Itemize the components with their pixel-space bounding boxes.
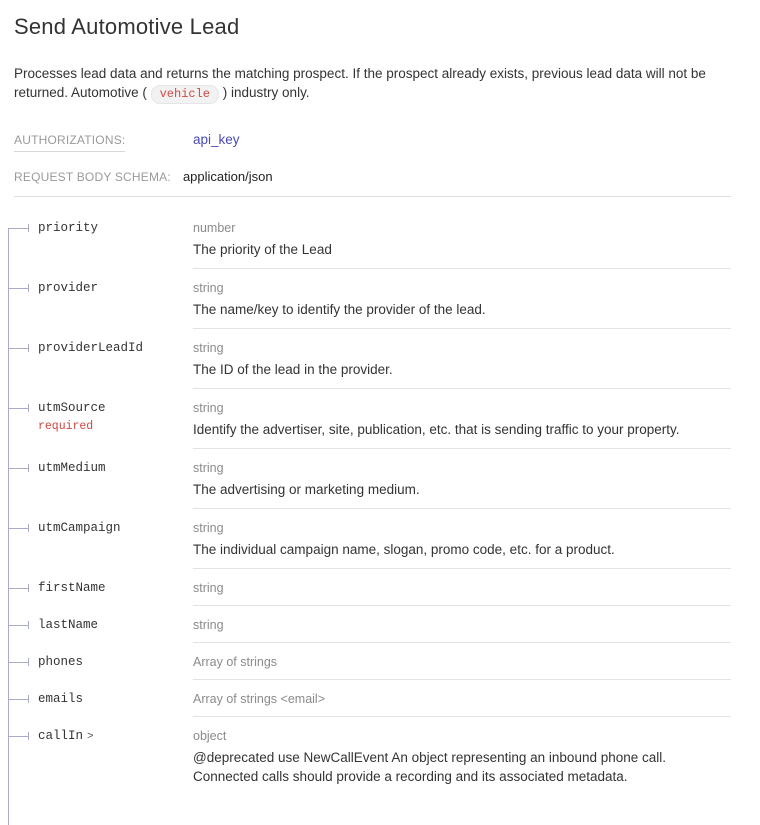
required-badge: required	[38, 420, 94, 433]
field-details-cell	[193, 606, 731, 643]
field-details-cell	[193, 449, 731, 509]
tree-branch-line	[8, 348, 28, 349]
field-name: priority	[38, 221, 99, 235]
tree-branch-line	[8, 736, 28, 737]
schema-field-row	[0, 389, 760, 449]
tree-branch-line	[8, 528, 28, 529]
tree-branch-line	[8, 468, 28, 469]
tree-branch-tick	[28, 224, 29, 232]
field-description: @deprecated use NewCallEvent An object representing an inbound phone call. Connected calls should provide a recording and its associated metadata.	[193, 750, 667, 784]
tree-branch-tick	[28, 344, 29, 352]
tree-branch-line	[8, 408, 28, 409]
field-name: providerLeadId	[38, 341, 144, 355]
field-type: object	[193, 729, 227, 743]
field-details-cell	[193, 209, 731, 269]
field-details-cell	[193, 643, 731, 680]
schema-field-row	[0, 269, 760, 329]
field-description: Identify the advertiser, site, publication, etc. that is sending traffic to your property.	[193, 422, 680, 437]
field-name: provider	[38, 281, 99, 295]
request-body-label-box	[14, 168, 171, 186]
schema-field-row	[0, 209, 760, 269]
endpoint-description	[14, 64, 732, 104]
tree-branch-line	[8, 288, 28, 289]
schema-field-row	[0, 643, 760, 680]
content-type-value: application/json	[182, 169, 273, 184]
field-type: number	[193, 221, 236, 235]
tree-branch-line	[8, 699, 28, 700]
description-text-after: ) industry only.	[222, 85, 310, 100]
schema-divider	[14, 196, 731, 197]
field-name-cell	[0, 389, 193, 449]
field-details-cell	[193, 680, 731, 717]
tree-branch-tick	[28, 732, 29, 740]
schema-field-row	[0, 606, 760, 643]
field-type: string	[193, 281, 224, 295]
authorizations-label-box	[14, 131, 193, 152]
tree-branch-tick	[28, 621, 29, 629]
api-doc-page	[0, 14, 760, 795]
schema-field-row	[0, 717, 760, 795]
field-name: firstName	[38, 581, 106, 595]
field-name-expandable[interactable]: callIn >	[38, 729, 94, 743]
tree-branch-line	[8, 625, 28, 626]
field-name: utmSource	[38, 401, 106, 415]
field-details-cell	[193, 329, 731, 389]
schema-field-row	[0, 329, 760, 389]
field-name-cell	[0, 329, 193, 389]
field-type: Array of strings	[193, 655, 278, 669]
schema-field-row	[0, 680, 760, 717]
request-body-schema-row	[14, 168, 746, 186]
field-details-cell	[193, 269, 731, 329]
field-details-cell	[193, 569, 731, 606]
field-name: lastName	[38, 618, 99, 632]
field-type: string	[193, 618, 224, 632]
field-details-cell	[193, 717, 731, 795]
schema-field-row	[0, 509, 760, 569]
field-name: utmCampaign	[38, 521, 121, 535]
field-name-cell	[0, 509, 193, 569]
tree-branch-tick	[28, 695, 29, 703]
tree-branch-line	[8, 588, 28, 589]
field-type: string	[193, 401, 224, 415]
field-name: phones	[38, 655, 84, 669]
field-type: string	[193, 341, 224, 355]
tree-branch-line	[8, 228, 28, 229]
description-text-before: Processes lead data and returns the matching prospect. If the prospect already exists, previous lead data will not be returned. Automotive (	[14, 66, 706, 100]
field-description: The individual campaign name, slogan, promo code, etc. for a product.	[193, 542, 615, 557]
field-name-cell	[0, 717, 193, 795]
field-description: The ID of the lead in the provider.	[193, 362, 393, 377]
authorizations-row	[14, 131, 746, 152]
tree-branch-tick	[28, 284, 29, 292]
field-name-cell	[0, 449, 193, 509]
field-type: string	[193, 521, 224, 535]
field-name-cell	[0, 209, 193, 269]
field-description: The name/key to identify the provider of the lead.	[193, 302, 486, 317]
industry-code-badge: vehicle	[151, 85, 219, 104]
schema-field-row	[0, 569, 760, 606]
tree-branch-tick	[28, 524, 29, 532]
field-name-cell	[0, 269, 193, 329]
tree-branch-tick	[28, 584, 29, 592]
field-name: utmMedium	[38, 461, 106, 475]
tree-branch-tick	[28, 404, 29, 412]
request-body-schema-label: REQUEST BODY SCHEMA:	[14, 170, 171, 184]
field-type: string	[193, 461, 224, 475]
field-details-cell	[193, 509, 731, 569]
tree-branch-line	[8, 662, 28, 663]
schema-fields-list	[0, 209, 760, 795]
field-details-cell	[193, 389, 731, 449]
authorizations-label: AUTHORIZATIONS:	[14, 133, 125, 152]
field-description: The priority of the Lead	[193, 242, 332, 257]
field-type: Array of strings <email>	[193, 692, 325, 706]
tree-branch-tick	[28, 658, 29, 666]
field-name: emails	[38, 692, 84, 706]
api-key-link[interactable]: api_key	[193, 132, 240, 147]
expand-chevron-icon[interactable]: >	[87, 731, 94, 743]
page-title: Send Automotive Lead	[14, 14, 240, 39]
field-description: The advertising or marketing medium.	[193, 482, 420, 497]
tree-branch-tick	[28, 464, 29, 472]
field-type: string	[193, 581, 224, 595]
schema-field-row	[0, 449, 760, 509]
